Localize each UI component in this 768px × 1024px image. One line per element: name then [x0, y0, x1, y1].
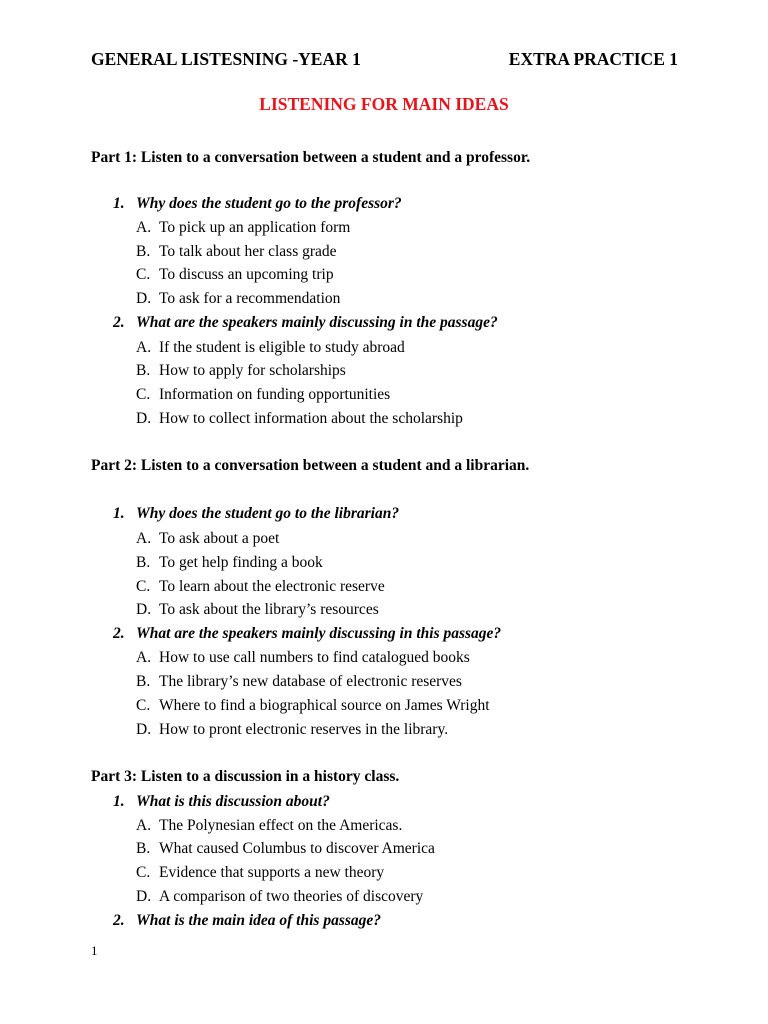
option-text: What caused Columbus to discover America — [159, 840, 435, 857]
option — [136, 290, 340, 308]
header-practice-label: EXTRA PRACTICE 1 — [508, 49, 678, 69]
option-letter: A. — [136, 817, 152, 834]
question-number: 2. — [113, 314, 125, 331]
page-header — [91, 49, 678, 71]
question-text: What are the speakers mainly discussing in the passage? — [136, 314, 498, 331]
option-letter: A. — [136, 219, 152, 236]
option-text: Where to find a biographical source on James Wright — [159, 697, 490, 714]
option-letter: A. — [136, 339, 152, 356]
question-text: What is this discussion about? — [136, 793, 330, 810]
part-2-question-1 — [113, 505, 399, 523]
option-letter: D. — [136, 290, 152, 307]
option-text: To discuss an upcoming trip — [159, 266, 334, 283]
question-number: 2. — [113, 625, 125, 642]
option-letter: C. — [136, 266, 151, 283]
question-number: 1. — [113, 505, 125, 522]
option — [136, 888, 423, 906]
option-letter: B. — [136, 840, 151, 857]
part-1-heading: Part 1: Listen to a conversation between a student and a professor. — [91, 149, 531, 166]
part-1-question-2 — [113, 314, 498, 332]
option-letter: D. — [136, 721, 152, 738]
question-number: 2. — [113, 912, 125, 929]
part-2-question-2 — [113, 625, 501, 643]
option — [136, 721, 448, 739]
question-text: Why does the student go to the librarian? — [136, 505, 400, 522]
part-3-heading: Part 3: Listen to a discussion in a history class. — [91, 768, 400, 785]
question-text: What is the main idea of this passage? — [136, 912, 382, 929]
option-letter: B. — [136, 673, 151, 690]
option-letter: C. — [136, 697, 151, 714]
option-letter: C. — [136, 386, 151, 403]
option-text: To ask about the library’s resources — [159, 601, 379, 618]
option-letter: D. — [136, 888, 152, 905]
option-text: A comparison of two theories of discovery — [159, 888, 424, 905]
option — [136, 530, 279, 548]
option-text: To ask for a recommendation — [159, 290, 341, 307]
option-text: To learn about the electronic reserve — [159, 578, 385, 595]
option-text: Evidence that supports a new theory — [159, 864, 385, 881]
option-text: How to pront electronic reserves in the library. — [159, 721, 449, 738]
question-text: Why does the student go to the professor? — [136, 195, 402, 212]
option-letter: A. — [136, 649, 152, 666]
option-letter: B. — [136, 554, 151, 571]
option — [136, 554, 323, 572]
option — [136, 817, 402, 835]
option-letter: D. — [136, 601, 152, 618]
option — [136, 219, 350, 237]
option-text: The library’s new database of electronic reserves — [159, 673, 462, 690]
option-text: The Polynesian effect on the Americas. — [159, 817, 403, 834]
option — [136, 578, 385, 596]
option — [136, 243, 337, 261]
option — [136, 673, 462, 691]
option-text: To ask about a poet — [159, 530, 280, 547]
option — [136, 697, 490, 715]
question-number: 1. — [113, 195, 125, 212]
header-course-title: GENERAL LISTESNING -YEAR 1 — [91, 49, 361, 69]
option — [136, 386, 390, 404]
option — [136, 864, 384, 882]
option-text: How to apply for scholarships — [159, 362, 346, 379]
option-letter: B. — [136, 243, 151, 260]
option — [136, 840, 435, 858]
page-number: 1 — [91, 943, 98, 958]
part-3-question-1 — [113, 793, 330, 811]
option-text: To get help finding a book — [159, 554, 323, 571]
option-text: To pick up an application form — [159, 219, 351, 236]
option-text: If the student is eligible to study abroad — [159, 339, 405, 356]
option — [136, 649, 470, 667]
question-number: 1. — [113, 793, 125, 810]
part-2-heading: Part 2: Listen to a conversation between a student and a librarian. — [91, 457, 530, 474]
page-title: LISTENING FOR MAIN IDEAS — [259, 94, 509, 114]
option — [136, 266, 334, 284]
option-letter: D. — [136, 410, 152, 427]
option — [136, 339, 405, 357]
option-letter: A. — [136, 530, 152, 547]
option-text: How to use call numbers to find catalogued books — [159, 649, 470, 666]
option — [136, 410, 463, 428]
option-letter: C. — [136, 578, 151, 595]
option — [136, 362, 346, 380]
part-3-question-2 — [113, 912, 381, 930]
part-1-question-1 — [113, 195, 402, 213]
option-letter: C. — [136, 864, 151, 881]
option-letter: B. — [136, 362, 151, 379]
option-text: Information on funding opportunities — [159, 386, 391, 403]
question-text: What are the speakers mainly discussing in this passage? — [136, 625, 502, 642]
option — [136, 601, 379, 619]
option-text: To talk about her class grade — [159, 243, 337, 260]
option-text: How to collect information about the scholarship — [159, 410, 463, 427]
